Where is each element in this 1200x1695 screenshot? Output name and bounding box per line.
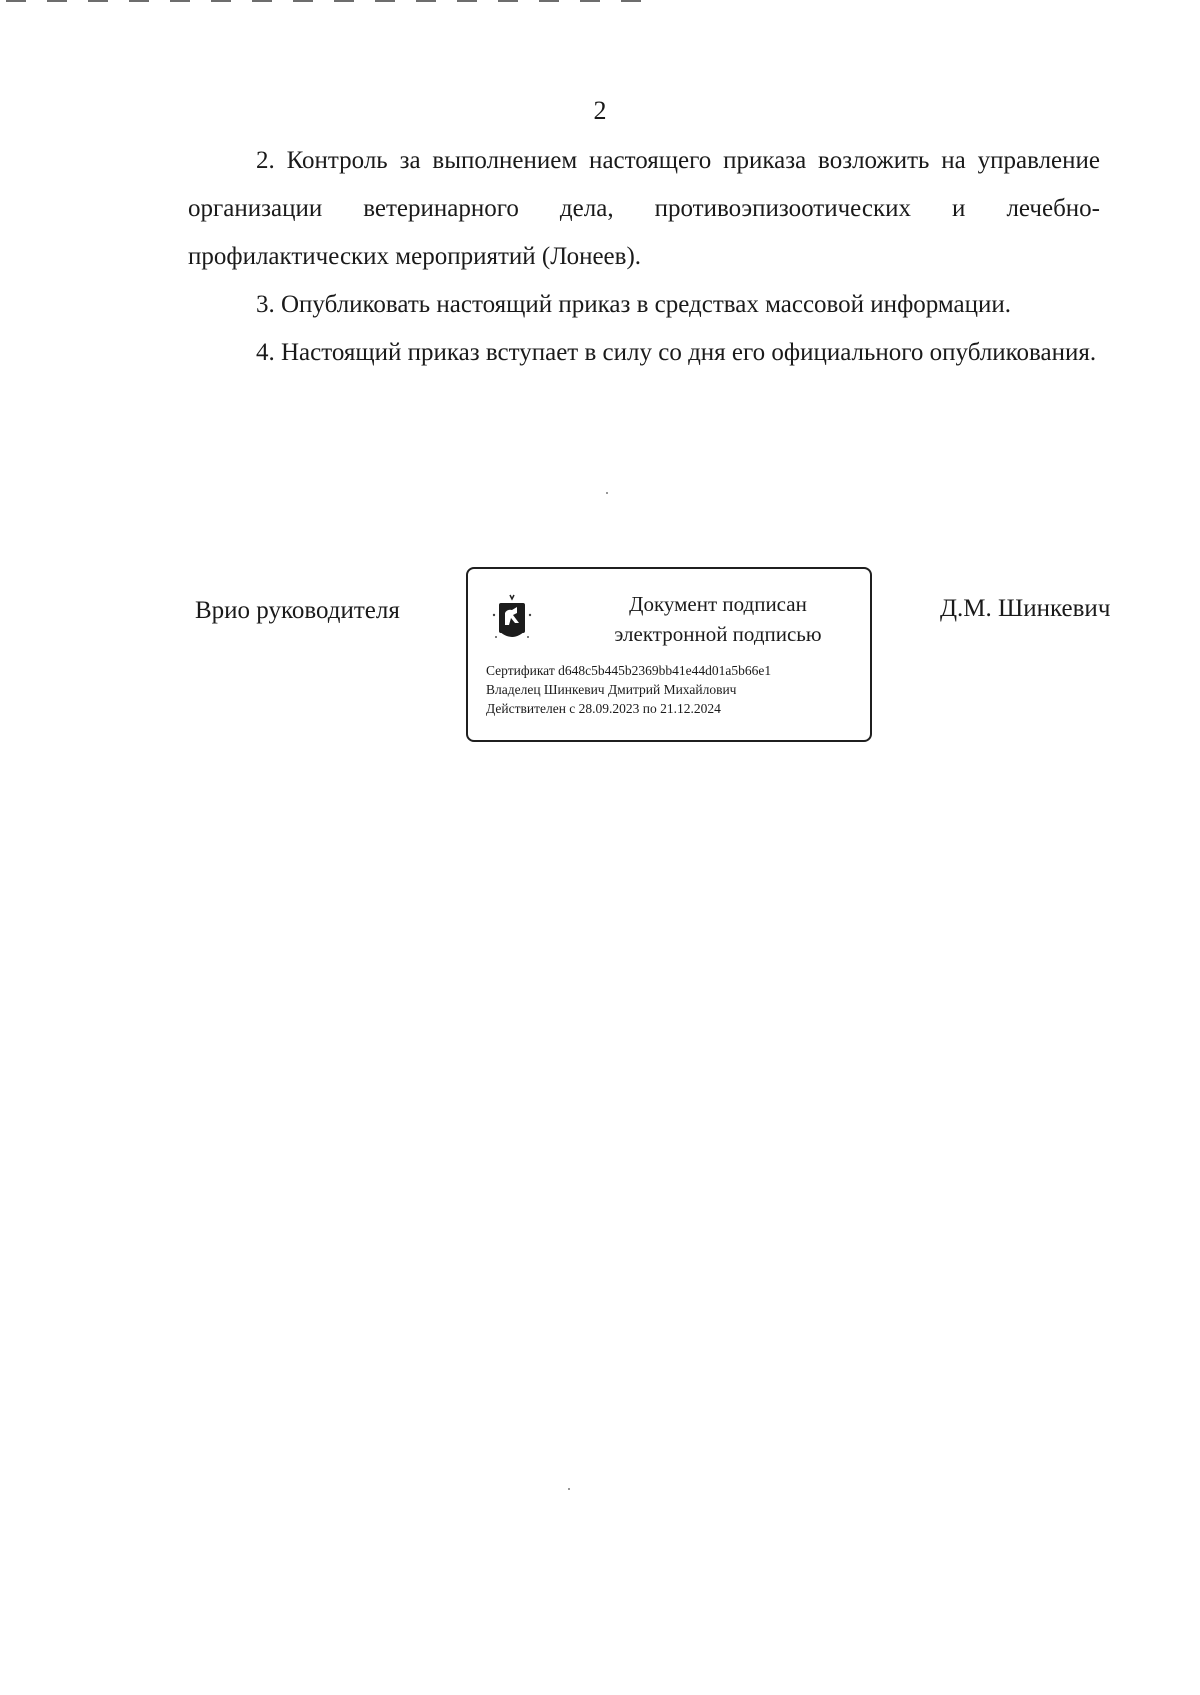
signatory-position: Врио руководителя (195, 597, 400, 624)
scan-speck (606, 492, 608, 494)
stamp-heading-line2: электронной подписью (614, 622, 822, 646)
paragraph-item-2: 2. Контроль за выполнением настоящего приказа возложить на управление организации ветеринарного дела, противоэпизоотических и лечебно-профилактических мероприятий (Лонеев). (188, 147, 1100, 270)
stamp-heading (578, 589, 858, 649)
paragraph-item-4: 4. Настоящий приказ вступает в силу со дня его официального опубликования. (256, 339, 1097, 366)
certificate-owner: Владелец Шинкевич Дмитрий Михайлович (486, 682, 737, 697)
scan-border-artifact (0, 0, 660, 6)
electronic-signature-stamp (466, 567, 872, 742)
stamp-details (486, 661, 866, 718)
page-number: 2 (593, 96, 607, 125)
coat-of-arms-icon (490, 593, 534, 645)
stamp-heading-line1: Документ подписан (629, 592, 807, 616)
certificate-validity: Действителен с 28.09.2023 по 21.12.2024 (486, 701, 721, 716)
order-body (188, 137, 1100, 377)
paragraph-item-3: 3. Опубликовать настоящий приказ в средствах массовой информации. (256, 291, 1012, 318)
scan-speck (568, 1488, 570, 1490)
signatory-name: Д.М. Шинкевич (940, 595, 1111, 622)
certificate-number: Сертификат d648c5b445b2369bb41e44d01a5b66e1 (486, 663, 772, 678)
